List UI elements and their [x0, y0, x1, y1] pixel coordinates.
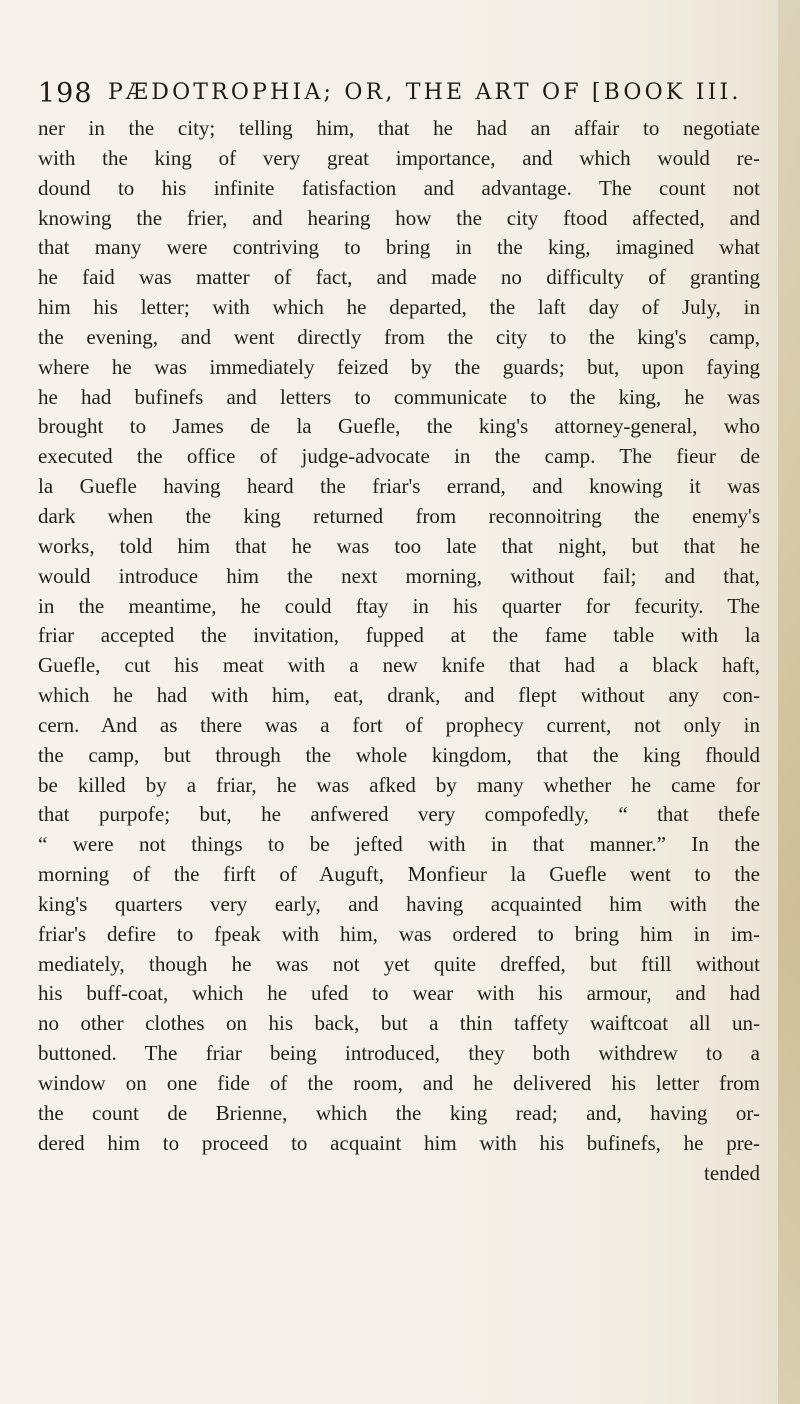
text-line: dark when the king returned from reconnoitring the enemy's: [38, 503, 760, 528]
text-line: tended: [704, 1160, 760, 1185]
text-line: dound to his infinite fatisfaction and advantage. The count not: [38, 175, 760, 200]
text-line: Guefle, cut his meat with a new knife that had a black haft,: [38, 653, 760, 678]
text-line: brought to James de la Guefle, the king's attorney-general, who: [38, 414, 760, 439]
text-line: that purpofe; but, he anfwered very compofedly, “ that thefe: [38, 802, 760, 827]
text-line: “ were not things to be jefted with in that manner.” In the: [38, 832, 760, 857]
text-line: the count de Brienne, which the king read; and, having or-: [38, 1100, 760, 1125]
text-line: friar accepted the invitation, fupped at the fame table with la: [38, 623, 760, 648]
text-line: where he was immediately feized by the guards; but, upon faying: [38, 354, 760, 379]
text-line: he faid was matter of fact, and made no difficulty of granting: [38, 265, 760, 290]
text-line: which he had with him, eat, drank, and flept without any con-: [38, 683, 760, 708]
text-line: ner in the city; telling him, that he had an affair to negotiate: [38, 116, 760, 140]
text-line: morning of the firft of Auguft, Monfieur la Guefle went to the: [38, 862, 760, 887]
text-line: the evening, and went directly from the city to the king's camp,: [38, 324, 760, 349]
page-edge: [778, 0, 800, 1404]
text-line: executed the office of judge-advocate in the camp. The fieur de: [38, 444, 760, 469]
text-line: la Guefle having heard the friar's errand, and knowing it was: [38, 474, 760, 499]
text-line: the camp, but through the whole kingdom, that the king fhould: [38, 742, 760, 767]
text-line: be killed by a friar, he was afked by many whether he came for: [38, 772, 760, 797]
text-line: knowing the frier, and hearing how the city ftood affected, and: [38, 205, 760, 230]
running-head: PÆDOTROPHIA; OR, THE ART OF [BOOK III.: [108, 80, 742, 105]
text-line: friar's defire to fpeak with him, was ordered to bring him in im-: [38, 921, 760, 946]
text-line: mediately, though he was not yet quite dreffed, but ftill without: [38, 951, 760, 976]
text-line: with the king of very great importance, and which would re-: [38, 145, 760, 170]
text-line: king's quarters very early, and having acquainted him with the: [38, 891, 760, 916]
text-line: his buff-coat, which he ufed to wear with his armour, and had: [38, 981, 760, 1006]
text-line: dered him to proceed to acquaint him with his bufinefs, he pre-: [38, 1130, 760, 1155]
text-line: window on one fide of the room, and he delivered his letter from: [38, 1071, 760, 1095]
page-number: 198: [38, 78, 93, 109]
text-line: he had bufinefs and letters to communicate to the king, he was: [38, 384, 760, 409]
text-line: him his letter; with which he departed, the laft day of July, in: [38, 295, 760, 320]
text-line: buttoned. The friar being introduced, they both withdrew to a: [38, 1041, 760, 1066]
text-line: works, told him that he was too late that night, but that he: [38, 533, 760, 558]
text-line: no other clothes on his back, but a thin taffety waiftcoat all un-: [38, 1011, 760, 1036]
text-line: would introduce him the next morning, without fail; and that,: [38, 563, 760, 588]
text-line: that many were contriving to bring in the king, imagined what: [38, 235, 760, 260]
page-header: [38, 76, 758, 112]
body-text: [38, 114, 760, 1188]
text-line: in the meantime, he could ftay in his quarter for fecurity. The: [38, 593, 760, 618]
text-line: cern. And as there was a fort of prophecy current, not only in: [38, 712, 760, 737]
